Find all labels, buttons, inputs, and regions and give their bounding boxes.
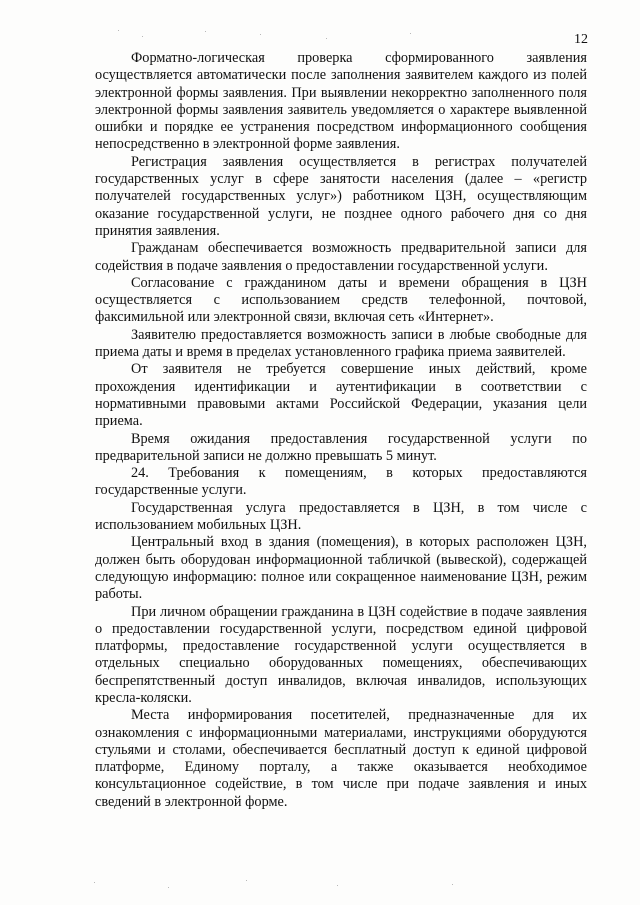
scan-speck bbox=[94, 882, 95, 883]
paragraph-waiting-time: Время ожидания предоставления государственной услуги по предварительной записи не должно превышать 5 минут. bbox=[95, 430, 587, 464]
scan-speck bbox=[118, 30, 119, 31]
paragraph-accessible-premises: При личном обращении гражданина в ЦЗН содействие в подаче заявления о предоставлении государственной услуги, посредством единой цифровой платформы, предоставление государственной услуги осуществляется в отдельных специально оборудованных помещениях, обеспечивающих беспрепятственный доступ инвалидов, включая инвалидов, использующих кресла-коляски. bbox=[95, 603, 587, 706]
paragraph-application-registration: Регистрация заявления осуществляется в регистрах получателей государственных услуг в сфере занятости населения (далее – «регистр получателей государственных услуг») работником ЦЗН, осуществляющим оказание государственной услуги, не позднее одного рабочего дня со дня принятия заявления. bbox=[95, 153, 587, 239]
page-number: 12 bbox=[574, 32, 588, 47]
scan-speck bbox=[452, 884, 453, 885]
paragraph-information-areas: Места информирования посетителей, предназначенные для их ознакомления с информационными материалами, инструкциями оборудуются стульями и столами, обеспечивается бесплатный доступ к единой цифровой платформе, Единому порталу, а также оказывается необходимое консультационное содействие, в том числе при подаче заявления и иных сведений в электронной форме. bbox=[95, 707, 587, 810]
paragraph-service-location: Государственная услуга предоставляется в ЦЗН, в том числе с использованием мобильных ЦЗН. bbox=[95, 499, 587, 534]
scan-speck bbox=[168, 887, 169, 888]
paragraph-identification: От заявителя не требуется совершение иных действий, кроме прохождения идентификации и аутентификации в соответствии с нормативными правовыми актами Российской Федерации, указания цели приема. bbox=[95, 361, 587, 430]
scan-speck bbox=[260, 34, 261, 35]
scan-speck bbox=[326, 38, 327, 39]
paragraph-section-24-heading: 24. Требования к помещениям, в которых предоставляются государственные услуги. bbox=[95, 465, 587, 499]
paragraph-free-slot-booking: Заявителю предоставляется возможность записи в любые свободные для приема даты и время в пределах установленного графика приема заявителей. bbox=[95, 326, 587, 361]
paragraph-pre-registration: Гражданам обеспечивается возможность предварительной записи для содействия в подаче заявления о предоставлении государственной услуги. bbox=[95, 240, 587, 274]
scan-speck bbox=[337, 885, 338, 886]
paragraph-entrance-signage: Центральный вход в здания (помещения), в которых расположен ЦЗН, должен быть оборудован информационной табличкой (вывеской), содержащей следующую информацию: полное или сокращенное наименование ЦЗН, режим работы. bbox=[95, 534, 587, 603]
scan-speck bbox=[142, 36, 143, 37]
document-body bbox=[95, 50, 587, 811]
scan-speck bbox=[246, 880, 247, 881]
scan-speck bbox=[205, 31, 206, 32]
paragraph-format-logical-check: Форматно-логическая проверка сформированного заявления осуществляется автоматически после заполнения заявителем каждого из полей электронной формы заявления. При выявлении некорректно заполненного поля электронной формы заявления заявитель уведомляется о характере выявленной ошибки и порядке ее устранения посредством информационного сообщения непосредственно в электронной форме заявления. bbox=[95, 50, 587, 153]
scan-speck bbox=[410, 33, 411, 34]
paragraph-appointment-agreement: Согласование с гражданином даты и времени обращения в ЦЗН осуществляется с использованием средств телефонной, почтовой, факсимильной или электронной связи, включая сеть «Интернет». bbox=[95, 274, 587, 326]
